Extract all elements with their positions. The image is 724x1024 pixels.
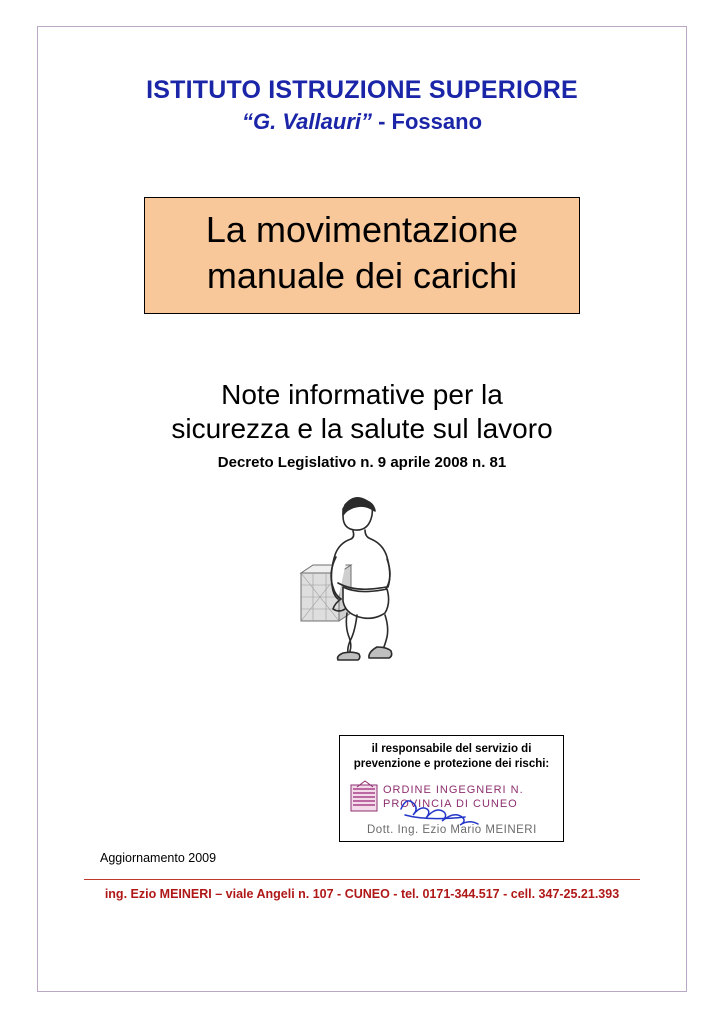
stamp-caption-line-2: prevenzione e protezione dei rischi: xyxy=(353,757,550,770)
main-title-box xyxy=(144,197,580,314)
update-note: Aggiornamento 2009 xyxy=(100,851,217,865)
stamp-caption-line-1: il responsabile del servizio di xyxy=(371,743,532,755)
institute-subtitle-quoted: “G. Vallauri” xyxy=(241,108,372,134)
institute-subtitle xyxy=(38,109,686,135)
stamp-block xyxy=(339,735,564,842)
responsible-stamp-box xyxy=(339,735,564,842)
footer-contact: ing. Ezio MEINERI – viale Angeli n. 107 - CUNEO - tel. 0171-344.517 - cell. 347-25.21.393 xyxy=(104,887,620,901)
main-title-line-1: La movimentazione xyxy=(205,208,519,250)
footer-divider xyxy=(84,879,640,880)
institute-subtitle-rest: - Fossano xyxy=(372,108,483,134)
svg-text:ORDINE INGEGNERI N.: ORDINE INGEGNERI N. xyxy=(382,784,524,797)
lifting-posture-illustration xyxy=(38,487,686,662)
decree-reference: Decreto Legislativo n. 9 aprile 2008 n. 81 xyxy=(217,453,507,471)
subtitle-line-2: sicurezza e la salute sul lavoro xyxy=(171,412,553,444)
main-title-line-2: manuale dei carichi xyxy=(206,254,518,296)
svg-text:Dott. Ing. Ezio Mario MEINERI: Dott. Ing. Ezio Mario MEINERI xyxy=(366,824,537,837)
subtitle-block xyxy=(38,378,686,471)
subtitle-line-1: Note informative per la xyxy=(221,378,503,410)
official-stamp-image xyxy=(344,775,559,839)
svg-text:PROVINCIA DI CUNEO: PROVINCIA DI CUNEO xyxy=(382,798,518,811)
document-page xyxy=(37,26,687,992)
institute-title: ISTITUTO ISTRUZIONE SUPERIORE xyxy=(146,76,578,104)
